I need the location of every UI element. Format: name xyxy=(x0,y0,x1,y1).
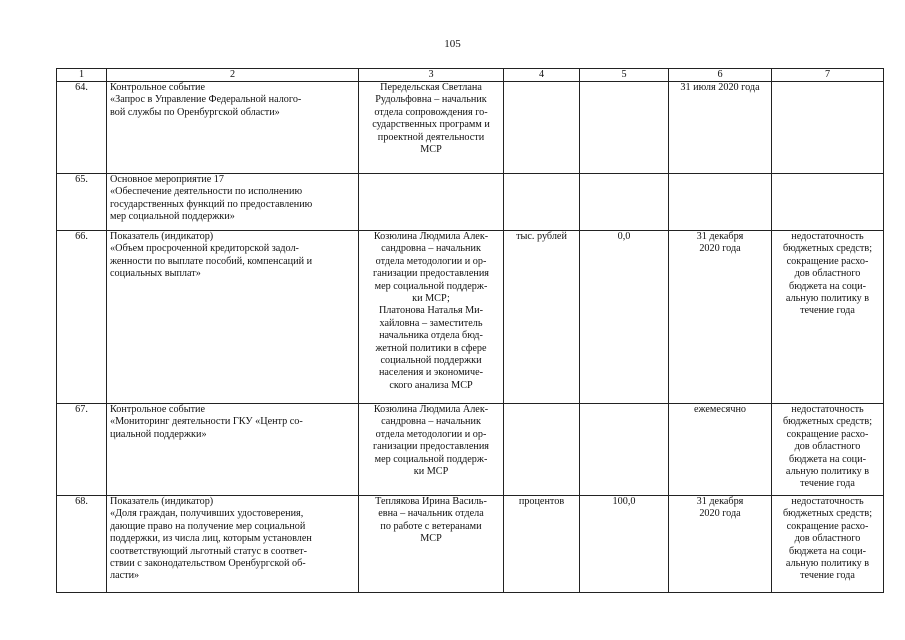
table-row xyxy=(57,496,884,593)
responsible-person-line: МСР xyxy=(420,533,442,545)
header-col-7: 7 xyxy=(772,69,884,82)
responsible-person-line: Платонова Наталья Ми- xyxy=(378,305,484,317)
risk-line: альную политику в xyxy=(785,466,870,478)
table-row xyxy=(57,82,884,174)
responsible-person-line: социальной поддержки xyxy=(380,355,482,367)
value-cell xyxy=(580,174,669,231)
responsible-person-line: жетной политики в сфере xyxy=(375,342,487,354)
responsible-person-line: Козюлина Людмила Алек- xyxy=(373,231,489,242)
event-description-line: вой службы по Оренбургской области» xyxy=(110,106,280,118)
row-number: 68. xyxy=(57,496,107,593)
risk-line: бюджетных средств; xyxy=(782,508,873,520)
event-description-line: социальных выплат» xyxy=(110,268,201,280)
table-row xyxy=(57,404,884,496)
responsible-person-line: ки МСР; xyxy=(412,293,450,305)
event-description-cell xyxy=(107,404,359,496)
value-cell xyxy=(580,231,669,404)
responsible-person-cell xyxy=(359,404,504,496)
deadline-cell xyxy=(669,82,772,174)
value-cell xyxy=(580,82,669,174)
header-col-2: 2 xyxy=(107,69,359,82)
responsible-person-line: Козюлина Людмила Алек- xyxy=(373,404,489,415)
event-description-line: Контрольное событие xyxy=(110,82,205,93)
risk-line: недостаточность xyxy=(791,231,864,242)
table-row xyxy=(57,231,884,404)
risk-line: бюджета на соци- xyxy=(789,545,866,557)
event-description-line: поддержки, из числа лиц, которым установлен xyxy=(110,533,312,545)
value-cell xyxy=(580,496,669,593)
risk-line: бюджета на соци- xyxy=(789,280,866,292)
deadline-line: ежемесячно xyxy=(693,404,747,415)
risk-line: бюджета на соци- xyxy=(789,453,866,465)
event-description-line: Показатель (индикатор) xyxy=(110,231,214,242)
header-row xyxy=(57,69,884,82)
risk-line: течение года xyxy=(800,478,855,490)
event-description-line: дающие право на получение мер социальной xyxy=(110,520,306,532)
row-number: 64. xyxy=(57,82,107,174)
responsible-person-line: отдела методологии и ор- xyxy=(375,428,487,440)
value-line: 100,0 xyxy=(612,496,636,507)
header-col-3: 3 xyxy=(359,69,504,82)
event-description-line: соответствующий льготный статус в соответ- xyxy=(110,545,308,557)
unit-line: процентов xyxy=(518,496,565,507)
event-description-line: «Запрос в Управление Федеральной налого- xyxy=(110,94,302,106)
responsible-person-line: ганизации предоставления xyxy=(372,441,489,453)
event-description-line: ласти» xyxy=(110,570,140,582)
deadline-cell xyxy=(669,496,772,593)
deadline-line: 2020 года xyxy=(699,508,741,520)
deadline-cell xyxy=(669,231,772,404)
risk-line: сокращение расхо- xyxy=(786,520,869,532)
responsible-person-line: мер социальной поддерж- xyxy=(374,280,488,292)
responsible-person-cell xyxy=(359,496,504,593)
responsible-person-line: ского анализа МСР xyxy=(389,379,473,391)
risk-line: альную политику в xyxy=(785,558,870,570)
event-description-line: ствии с законодательством Оренбургской об- xyxy=(110,558,306,570)
responsible-person-line: хайловна – заместитель xyxy=(379,317,483,329)
risk-line: альную политику в xyxy=(785,293,870,305)
event-description-line: «Объем просроченной кредиторской задол- xyxy=(110,243,299,255)
responsible-person-line: отдела сопровождения го- xyxy=(374,106,488,118)
deadline-line: 31 декабря xyxy=(696,496,744,507)
header-col-1: 1 xyxy=(57,69,107,82)
deadline-cell xyxy=(669,174,772,231)
event-description-cell xyxy=(107,496,359,593)
responsible-person-line: населения и экономиче- xyxy=(378,367,484,379)
deadline-line: 31 июля 2020 года xyxy=(680,82,760,93)
responsible-person-cell xyxy=(359,231,504,404)
risk-cell xyxy=(772,404,884,496)
responsible-person-line: сударственных программ и xyxy=(372,119,490,131)
responsible-person-line: отдела методологии и ор- xyxy=(375,255,487,267)
unit-cell xyxy=(504,404,580,496)
responsible-person-line: начальника отдела бюд- xyxy=(379,330,483,342)
risk-line: недостаточность xyxy=(791,404,864,415)
responsible-person-line: мер социальной поддерж- xyxy=(374,453,488,465)
unit-line: тыс. рублей xyxy=(516,231,567,242)
risk-cell xyxy=(772,231,884,404)
responsible-person-cell xyxy=(359,174,504,231)
table-row xyxy=(57,174,884,231)
value-cell xyxy=(580,404,669,496)
unit-cell xyxy=(504,174,580,231)
risk-line: недостаточность xyxy=(791,496,864,507)
risk-line: дов областного xyxy=(794,441,861,453)
event-description-line: «Доля граждан, получивших удостоверения, xyxy=(110,508,304,520)
deadline-line: 31 декабря xyxy=(696,231,744,242)
event-description-line: женности по выплате пособий, компенсаций и xyxy=(110,255,313,267)
responsible-person-line: Передельская Светлана xyxy=(380,82,482,93)
risk-cell xyxy=(772,496,884,593)
risk-line: течение года xyxy=(800,570,855,582)
event-description-line: циальной поддержки» xyxy=(110,428,207,440)
responsible-person-line: МСР xyxy=(420,144,442,156)
event-description-line: Контрольное событие xyxy=(110,404,205,415)
responsible-person-line: евна – начальник отдела xyxy=(378,508,484,520)
risk-cell xyxy=(772,174,884,231)
risk-cell xyxy=(772,82,884,174)
event-description-line: мер социальной поддержки» xyxy=(110,211,235,223)
row-number: 66. xyxy=(57,231,107,404)
activity-table xyxy=(56,68,884,593)
risk-line: дов областного xyxy=(794,533,861,545)
risk-line: бюджетных средств; xyxy=(782,243,873,255)
header-col-6: 6 xyxy=(669,69,772,82)
unit-cell xyxy=(504,82,580,174)
deadline-cell xyxy=(669,404,772,496)
event-description-cell xyxy=(107,174,359,231)
deadline-line: 2020 года xyxy=(699,243,741,255)
event-description-cell xyxy=(107,82,359,174)
risk-line: течение года xyxy=(800,305,855,317)
responsible-person-line: по работе с ветеранами xyxy=(380,520,482,532)
header-col-5: 5 xyxy=(580,69,669,82)
page-number: 105 xyxy=(444,38,461,50)
responsible-person-line: ганизации предоставления xyxy=(372,268,489,280)
event-description-cell xyxy=(107,231,359,404)
responsible-person-line: сандровна – начальник xyxy=(381,243,481,255)
event-description-line: «Мониторинг деятельности ГКУ «Центр со- xyxy=(110,416,303,428)
header-col-4: 4 xyxy=(504,69,580,82)
responsible-person-line: проектной деятельности xyxy=(377,131,485,143)
event-description-line: государственных функций по предоставлению xyxy=(110,198,313,210)
unit-cell xyxy=(504,496,580,593)
responsible-person-line: ки МСР xyxy=(413,466,449,478)
row-number: 65. xyxy=(57,174,107,231)
responsible-person-line: Теплякова Ирина Василь- xyxy=(375,496,487,507)
unit-cell xyxy=(504,231,580,404)
row-number: 67. xyxy=(57,404,107,496)
responsible-person-cell xyxy=(359,82,504,174)
risk-line: сокращение расхо- xyxy=(786,428,869,440)
value-line: 0,0 xyxy=(617,231,631,242)
event-description-line: Основное мероприятие 17 xyxy=(110,174,224,185)
risk-line: сокращение расхо- xyxy=(786,255,869,267)
risk-line: дов областного xyxy=(794,268,861,280)
risk-line: бюджетных средств; xyxy=(782,416,873,428)
event-description-line: «Обеспечение деятельности по исполнению xyxy=(110,186,303,198)
responsible-person-line: сандровна – начальник xyxy=(381,416,481,428)
event-description-line: Показатель (индикатор) xyxy=(110,496,214,507)
responsible-person-line: Рудольфовна – начальник xyxy=(375,94,487,106)
